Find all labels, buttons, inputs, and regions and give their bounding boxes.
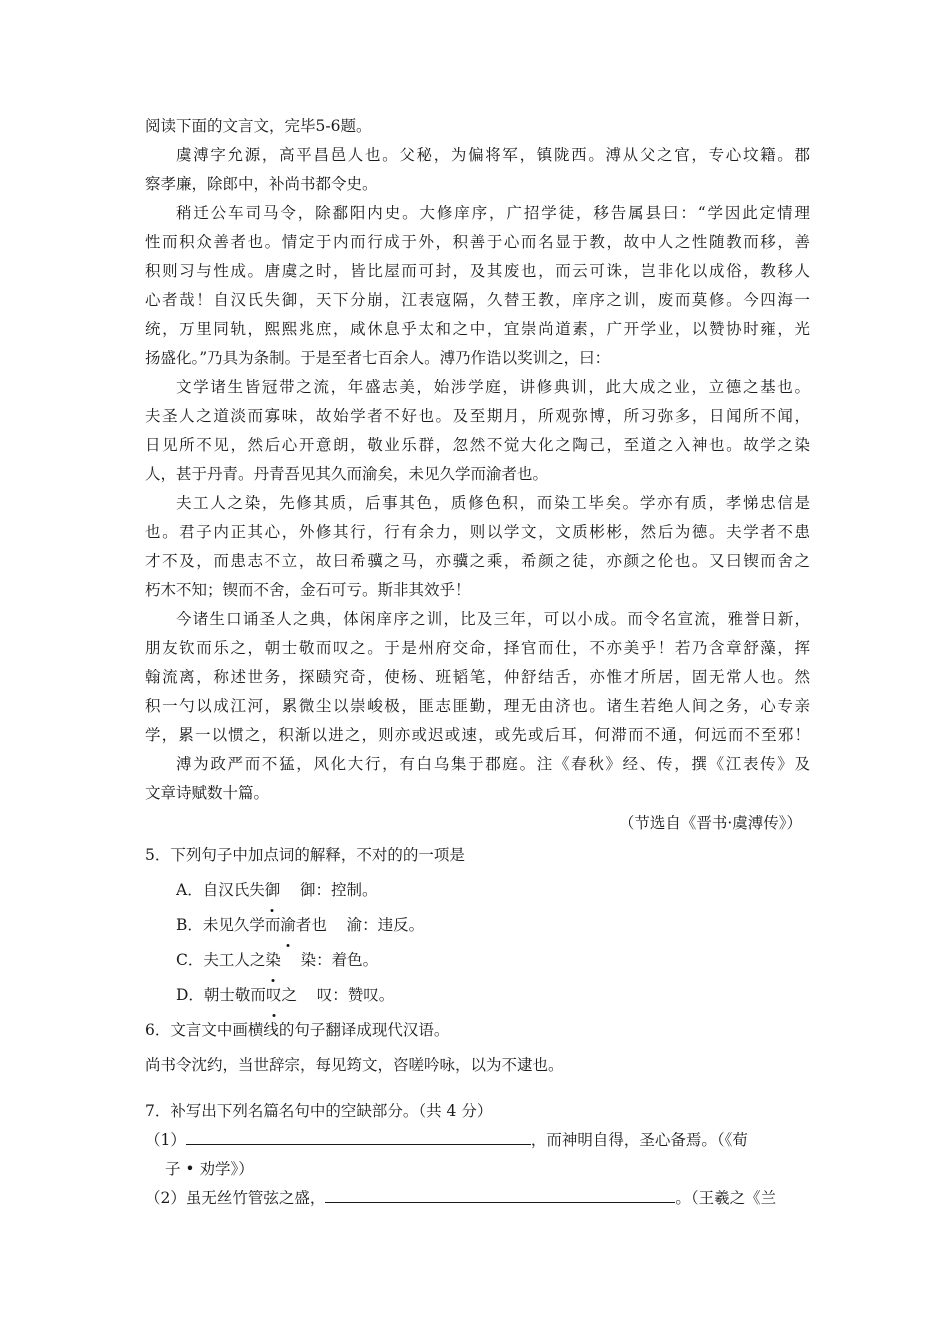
text-line: 察孝廉，除郎中，补尚书都令史。 (145, 175, 378, 193)
text-line: 学，累一以惯之，积渐以进之，则亦或迟或速，或先或后耳，何滞而不通，何远而不至邪！ (145, 726, 810, 744)
paragraph-5 (145, 605, 810, 750)
dotted-word: 叹 (266, 978, 282, 1013)
text-line: 性而积众善者也。情定于内而行成于外，积善于心而名显于教，故中人之性随教而移，善 (145, 233, 810, 251)
text-line: 夫工人之染，先修其质，后事其色，质修色积，而染工毕矣。学亦有质，孝悌忠信是 (176, 494, 810, 512)
text-line: 文学诸生皆冠带之流，年盛志美，始涉学庭，讲修典训，此大成之业，立德之基也。 (176, 378, 810, 396)
option-text: C．夫工人之 (176, 951, 266, 969)
question-6-sentence: 尚书令沈约，当世辞宗，每见筠文，咨嗟吟咏，以为不逮也。 (145, 1056, 564, 1074)
paragraph-3 (145, 373, 810, 489)
answer-blank-1[interactable] (186, 1128, 531, 1145)
text-line: 统，万里同轨，熙熙兆庶，咸休息乎太和之中，宜崇尚道素，广开学业，以赞协时雍，光 (145, 320, 810, 338)
item-number: （1） (145, 1131, 186, 1149)
text-line: 翰流离，称述世务，探赜究奇，使杨、班韬笔，仲舒结舌，亦惟才所居，固无常人也。然 (145, 668, 810, 686)
option-text: A．自汉氏失 (176, 881, 265, 899)
question-7-item-2 (145, 1184, 810, 1213)
text-line: 朋友钦而乐之，朝士敬而叹之。于是州府交命，择官而仕，不亦美乎！若乃含章舒藻，挥 (145, 639, 810, 657)
text-line: 今诸生口诵圣人之典，体闲庠序之训，比及三年，可以小成。而令名宣流，雅誉日新， (176, 610, 810, 628)
question-7-item-1 (145, 1126, 810, 1155)
option-gloss: 渝：违反。 (346, 916, 425, 934)
option-text: 者也 (295, 916, 327, 934)
text-line: 积则习与性成。唐虞之时，皆比屋而可封，及其废也，而云可诛，岂非化以成俗，教移人 (145, 262, 810, 280)
text-line: 文章诗赋数十篇。 (145, 784, 270, 802)
text-line: 人，甚于丹青。丹青吾见其久而渝矣，未见久学而渝者也。 (145, 465, 549, 483)
item-text: 。（王羲之《兰 (675, 1189, 777, 1207)
text-line: 稍迁公车司马令，除鄱阳内史。大修庠序，广招学徒，移告属县曰：“学因此定情理 (176, 204, 810, 222)
text-line: 日见所不见，然后心开意朗，敬业乐群，忽然不觉大化之陶己，至道之入神也。故学之染 (145, 436, 810, 454)
dotted-word: 渝 (280, 908, 296, 943)
text-line: 夫圣人之道淡而寡味，故始学者不好也。及至期月，所观弥博，所习弥多，日闻所不闻， (145, 407, 810, 425)
option-gloss: 御：控制。 (299, 881, 378, 899)
spacer (145, 1083, 810, 1097)
question-5-stem: 5．下列句子中加点词的解释，不对的的一项是 (145, 846, 465, 864)
option-d (145, 978, 810, 1013)
dotted-word: 染 (265, 943, 281, 978)
option-gloss: 染：着色。 (300, 951, 379, 969)
option-c (145, 943, 810, 978)
text-line: 也。君子内正其心，外修其行，行有余力，则以学文，文质彬彬，然后为德。夫学者不患 (145, 523, 810, 541)
option-text: D．朝士敬而 (176, 986, 266, 1004)
question-6-stem: 6．文言文中画横线的句子翻译成现代汉语。 (145, 1021, 450, 1039)
text-line: 扬盛化。”乃具为条制。于是至者七百余人。溥乃作诰以奖训之，曰： (145, 349, 611, 367)
question-7-stem: 7．补写出下列名篇名句中的空缺部分。（共 4 分） (145, 1102, 493, 1120)
paragraph-1 (145, 141, 810, 199)
option-text: 之 (281, 986, 297, 1004)
paragraph-4 (145, 489, 810, 605)
option-a (145, 873, 810, 908)
text-line: 朽木不知；锲而不舍，金石可亏。斯非其效乎！ (145, 581, 471, 599)
document-content (145, 112, 810, 1213)
reading-instruction: 阅读下面的文言文，完毕5-6题。 (145, 117, 372, 135)
dotted-word: 御 (265, 873, 281, 908)
text-line: 心者哉！自汉氏失御，天下分崩，江表寇隔，久替王教，庠序之训，废而莫修。今四海一 (145, 291, 810, 309)
item-text: ，而神明自得，圣心备焉。（《荀 (530, 1131, 748, 1149)
paragraph-2 (145, 199, 810, 373)
answer-blank-2[interactable] (325, 1186, 675, 1203)
text-line: 积一勺以成江河，累微尘以崇峻极，匪志匪勤，理无由济也。诸生若绝人间之务，心专亲 (145, 697, 810, 715)
question-7-item-1-cont: 子 • 劝学》） (165, 1160, 254, 1178)
text-line: 溥为政严而不猛，风化大行，有白乌集于郡庭。注《春秋》经、传，撰《江表传》及 (176, 755, 810, 773)
paragraph-6 (145, 750, 810, 808)
option-gloss: 叹：赞叹。 (316, 986, 395, 1004)
item-text: （2）虽无丝竹管弦之盛， (145, 1189, 326, 1207)
source-citation: （节选自《晋书·虞溥传》） (618, 814, 802, 832)
option-text: B．未见久学而 (176, 916, 281, 934)
text-line: 虞溥字允源，高平昌邑人也。父秘，为偏将军，镇陇西。溥从父之官，专心坟籍。郡 (176, 146, 810, 164)
option-b (145, 908, 810, 943)
text-line: 才不及，而患志不立，故曰希骥之马，亦骥之乘，希颜之徒，亦颜之伦也。又曰锲而舍之 (145, 552, 810, 570)
